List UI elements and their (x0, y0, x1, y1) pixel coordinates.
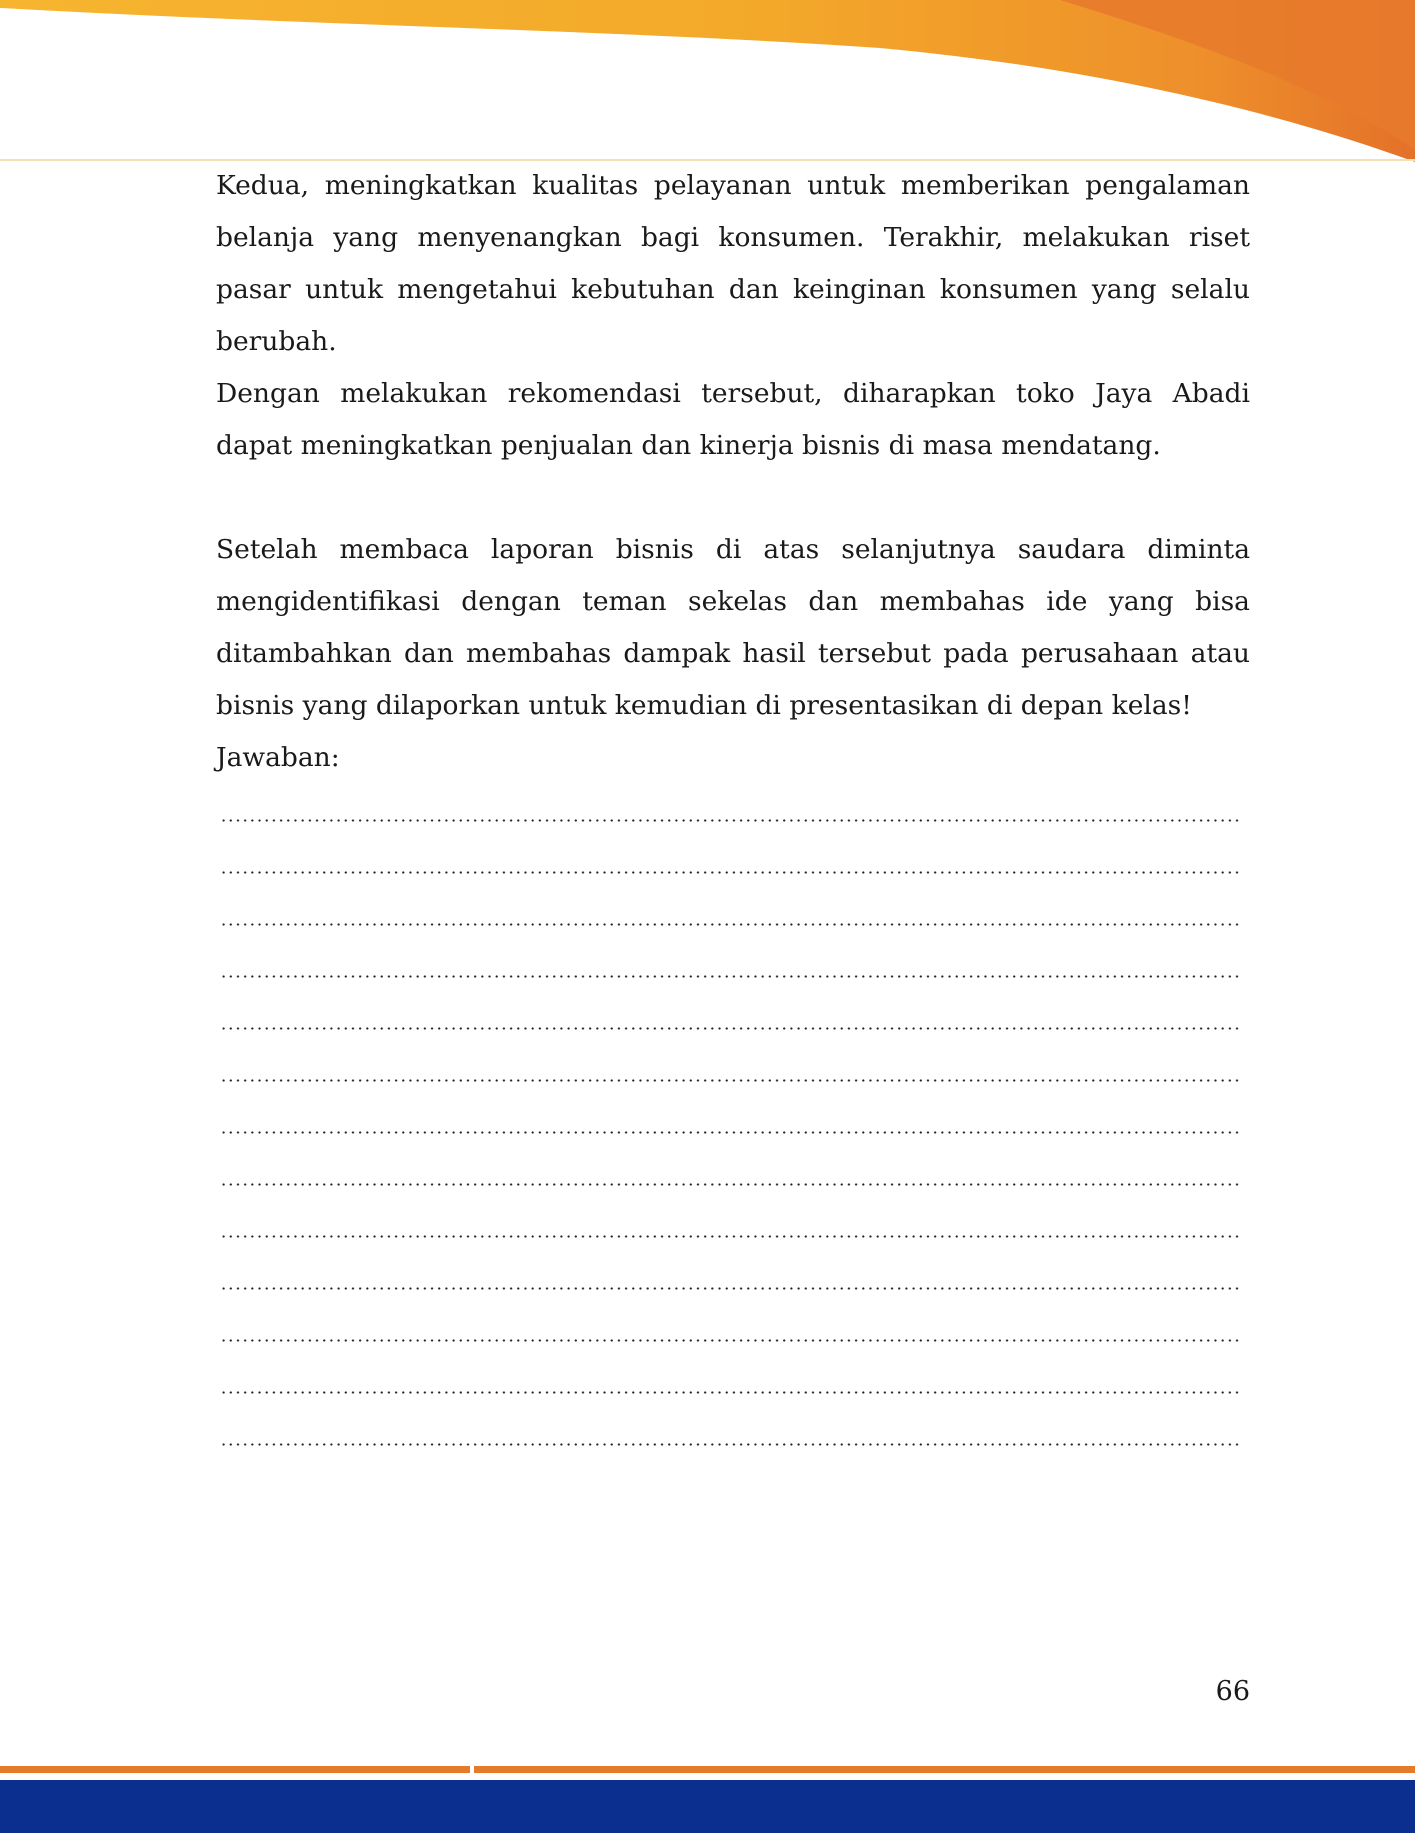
answer-dotted-line[interactable] (216, 1304, 1250, 1356)
footer-stripe-gap (470, 1766, 474, 1773)
answer-dotted-line[interactable] (216, 888, 1250, 940)
answer-dotted-line[interactable] (216, 1096, 1250, 1148)
answer-dotted-line[interactable] (216, 1044, 1250, 1096)
header-banner (0, 0, 1415, 170)
paragraph-recommendation: Kedua, meningkatkan kualitas pelayanan untuk memberikan pengalaman belanja yang menyenangkan bagi konsumen. Terakhir, melakukan riset pasar untuk mengetahui kebutuhan dan keinginan konsumen yang selalu berubah. (216, 170, 1250, 357)
answer-dotted-line[interactable] (216, 1148, 1250, 1200)
page-number: 66 (1215, 1676, 1250, 1707)
paragraph-task: Setelah membaca laporan bisnis di atas selanjutnya saudara diminta mengidentifikasi dengan teman sekelas dan membahas ide yang bisa ditambahkan dan membahas dampak hasil tersebut pada perusahaan atau bisnis yang dilaporkan untuk kemudian di presentasikan di depan kelas! (216, 534, 1250, 721)
answer-dotted-line[interactable] (216, 784, 1250, 836)
footer-orange-stripe (0, 1766, 1415, 1773)
answer-dotted-line[interactable] (216, 1356, 1250, 1408)
answer-dotted-line[interactable] (216, 940, 1250, 992)
page-content (216, 160, 1250, 1460)
answer-label: Jawaban: (216, 742, 340, 773)
footer-band (0, 1762, 1415, 1833)
answer-dotted-line[interactable] (216, 836, 1250, 888)
answer-dotted-line[interactable] (216, 1408, 1250, 1460)
answer-lines[interactable] (216, 784, 1250, 1460)
answer-dotted-line[interactable] (216, 1252, 1250, 1304)
answer-dotted-line[interactable] (216, 992, 1250, 1044)
footer-blue-bar (0, 1780, 1415, 1833)
answer-dotted-line[interactable] (216, 1200, 1250, 1252)
paragraph-conclusion: Dengan melakukan rekomendasi tersebut, diharapkan toko Jaya Abadi dapat meningkatkan penjualan dan kinerja bisnis di masa mendatang. (216, 378, 1250, 461)
